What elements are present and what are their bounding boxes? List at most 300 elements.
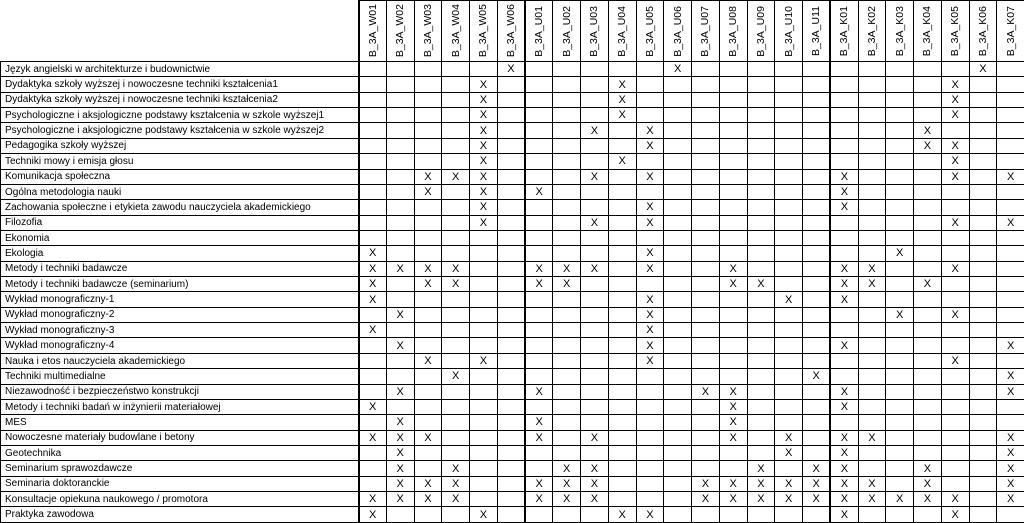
mark-cell (914, 415, 942, 430)
mark-cell: X (941, 492, 969, 507)
column-header (692, 1, 720, 62)
mark-cell (470, 261, 498, 276)
mark-cell: X (470, 215, 498, 230)
mark-cell (414, 92, 442, 107)
mark-cell: X (442, 476, 470, 491)
mark-cell (747, 369, 775, 384)
mark-cell (442, 92, 470, 107)
mark-cell (581, 92, 609, 107)
mark-cell: X (525, 184, 553, 199)
mark-cell (775, 399, 803, 414)
mark-cell: X (719, 430, 747, 445)
mark-cell (525, 123, 553, 138)
mark-cell (359, 169, 387, 184)
subject-name: Nowoczesne materiały budowlane i betony (1, 430, 359, 445)
mark-cell (803, 77, 831, 92)
mark-cell (359, 461, 387, 476)
mark-cell (608, 138, 636, 153)
mark-cell (830, 323, 858, 338)
mark-cell (636, 415, 664, 430)
mark-cell (969, 430, 997, 445)
subject-name: Konsultacje opiekuna naukowego / promotora (1, 492, 359, 507)
mark-cell (775, 169, 803, 184)
mark-cell (969, 246, 997, 261)
mark-cell (886, 369, 914, 384)
mark-cell (969, 77, 997, 92)
subject-name: Ogólna metodologia nauki (1, 184, 359, 199)
mark-cell: X (553, 261, 581, 276)
mark-cell (386, 154, 414, 169)
mark-cell (581, 507, 609, 523)
mark-cell: X (941, 307, 969, 322)
mark-cell (858, 415, 886, 430)
column-header-label: B_3A_K07 (1004, 5, 1017, 57)
mark-cell (581, 445, 609, 460)
mark-cell (830, 369, 858, 384)
mark-cell: X (914, 461, 942, 476)
mark-cell (886, 108, 914, 123)
mark-cell: X (470, 169, 498, 184)
mark-cell (692, 415, 720, 430)
mark-cell (553, 292, 581, 307)
mark-cell (692, 215, 720, 230)
mark-cell: X (830, 384, 858, 399)
mark-cell (969, 461, 997, 476)
subject-name: Pedagogika szkoły wyższej (1, 138, 359, 153)
mark-cell (914, 230, 942, 245)
mark-cell (858, 184, 886, 199)
mark-cell: X (414, 353, 442, 368)
mark-cell (525, 169, 553, 184)
mark-cell (553, 138, 581, 153)
mark-cell (719, 184, 747, 199)
mark-cell: X (414, 184, 442, 199)
mark-cell (747, 323, 775, 338)
subject-name: Dydaktyka szkoły wyższej i nowoczesne techniki kształcenia2 (1, 92, 359, 107)
mark-cell (553, 369, 581, 384)
mark-cell (969, 445, 997, 460)
mark-cell (414, 292, 442, 307)
mark-cell (858, 353, 886, 368)
mark-cell (719, 353, 747, 368)
mark-cell: X (830, 200, 858, 215)
mark-cell: X (719, 261, 747, 276)
mark-cell (719, 369, 747, 384)
mark-cell: X (386, 461, 414, 476)
mark-cell (747, 307, 775, 322)
mark-cell: X (636, 200, 664, 215)
mark-cell: X (830, 445, 858, 460)
mark-cell (525, 399, 553, 414)
mark-cell (830, 62, 858, 77)
mark-cell (775, 200, 803, 215)
column-header-label: B_3A_W04 (449, 4, 462, 58)
mark-cell (997, 507, 1024, 523)
mark-cell (386, 138, 414, 153)
column-header (747, 1, 775, 62)
mark-cell (775, 277, 803, 292)
mark-cell (664, 430, 692, 445)
mark-cell (692, 261, 720, 276)
mark-cell (581, 200, 609, 215)
mark-cell (886, 292, 914, 307)
mark-cell (941, 200, 969, 215)
mark-cell: X (359, 261, 387, 276)
mark-cell: X (803, 461, 831, 476)
mark-cell (775, 369, 803, 384)
mark-cell (941, 476, 969, 491)
mark-cell (969, 492, 997, 507)
mark-cell: X (581, 476, 609, 491)
mark-cell (470, 461, 498, 476)
subject-name: Komunikacja społeczna (1, 169, 359, 184)
mark-cell (719, 123, 747, 138)
mark-cell: X (414, 430, 442, 445)
mark-cell (359, 384, 387, 399)
mark-cell: X (803, 492, 831, 507)
column-header-label: B_3A_U05 (643, 5, 656, 57)
mark-cell (775, 108, 803, 123)
mark-cell (497, 415, 525, 430)
mark-cell (581, 108, 609, 123)
mark-cell: X (997, 215, 1024, 230)
mark-cell (775, 415, 803, 430)
mark-cell (858, 307, 886, 322)
mark-cell (497, 108, 525, 123)
mark-cell (386, 77, 414, 92)
mark-cell: X (386, 445, 414, 460)
mark-cell (719, 507, 747, 523)
mark-cell (386, 507, 414, 523)
mark-cell (914, 184, 942, 199)
mark-cell (664, 246, 692, 261)
mark-cell (553, 307, 581, 322)
mark-cell: X (359, 399, 387, 414)
column-header-label: B_3A_W05 (477, 4, 490, 58)
mark-cell (414, 384, 442, 399)
subject-name: Wykład monograficzny-2 (1, 307, 359, 322)
mark-cell (359, 108, 387, 123)
mark-cell: X (803, 369, 831, 384)
mark-cell (969, 292, 997, 307)
mark-cell (719, 62, 747, 77)
mark-cell: X (830, 169, 858, 184)
mark-cell (359, 62, 387, 77)
mark-cell (414, 200, 442, 215)
mark-cell: X (553, 277, 581, 292)
mark-cell (914, 200, 942, 215)
mark-cell (664, 123, 692, 138)
mark-cell (553, 230, 581, 245)
mark-cell (414, 62, 442, 77)
mark-cell (442, 138, 470, 153)
column-header (969, 1, 997, 62)
mark-cell (775, 215, 803, 230)
column-header (636, 1, 664, 62)
mark-cell (969, 353, 997, 368)
mark-cell (747, 292, 775, 307)
mark-cell (608, 415, 636, 430)
mark-cell (386, 123, 414, 138)
table-row (1, 415, 1024, 430)
mark-cell (858, 108, 886, 123)
mark-cell (636, 92, 664, 107)
mark-cell (442, 246, 470, 261)
mark-cell (997, 108, 1024, 123)
mark-cell (414, 507, 442, 523)
mark-cell (886, 277, 914, 292)
mark-cell: X (636, 307, 664, 322)
mark-cell: X (941, 507, 969, 523)
mark-cell (719, 200, 747, 215)
mark-cell: X (719, 399, 747, 414)
mark-cell (608, 230, 636, 245)
subject-name: MES (1, 415, 359, 430)
mark-cell (664, 338, 692, 353)
mark-cell (692, 445, 720, 460)
mark-cell (747, 123, 775, 138)
mark-cell (442, 399, 470, 414)
mark-cell (470, 230, 498, 245)
mark-cell (914, 338, 942, 353)
column-header-label: B_3A_W06 (504, 4, 517, 58)
column-header (914, 1, 942, 62)
mark-cell (497, 307, 525, 322)
mark-cell (525, 92, 553, 107)
mark-cell (969, 138, 997, 153)
table-row (1, 323, 1024, 338)
mark-cell (553, 399, 581, 414)
table-row (1, 154, 1024, 169)
mark-cell (775, 77, 803, 92)
mark-cell (636, 184, 664, 199)
mark-cell (386, 246, 414, 261)
mark-cell: X (692, 384, 720, 399)
mark-cell (525, 369, 553, 384)
mark-cell: X (692, 476, 720, 491)
mark-cell (664, 415, 692, 430)
mark-cell (414, 230, 442, 245)
mark-cell (747, 215, 775, 230)
mark-cell (692, 507, 720, 523)
mark-cell (830, 77, 858, 92)
column-header-label: B_3A_W01 (366, 4, 379, 58)
mark-cell (858, 461, 886, 476)
mark-cell (386, 230, 414, 245)
table-row (1, 507, 1024, 523)
mark-cell (470, 384, 498, 399)
mark-cell: X (830, 507, 858, 523)
mark-cell (775, 123, 803, 138)
mark-cell (914, 307, 942, 322)
mark-cell (497, 184, 525, 199)
mark-cell: X (886, 307, 914, 322)
mark-cell (470, 399, 498, 414)
mark-cell (886, 123, 914, 138)
mark-cell (470, 307, 498, 322)
mark-cell: X (581, 169, 609, 184)
mark-cell (914, 92, 942, 107)
subject-name: Metody i techniki badawcze (seminarium) (1, 277, 359, 292)
mark-cell: X (858, 492, 886, 507)
mark-cell (692, 307, 720, 322)
mark-cell (414, 399, 442, 414)
mark-cell (719, 230, 747, 245)
mark-cell (997, 154, 1024, 169)
mark-cell: X (386, 307, 414, 322)
mark-cell (636, 230, 664, 245)
mark-cell (803, 230, 831, 245)
mark-cell (664, 492, 692, 507)
mark-cell (386, 184, 414, 199)
mark-cell (803, 215, 831, 230)
mark-cell (664, 384, 692, 399)
mark-cell (747, 138, 775, 153)
mark-cell (719, 92, 747, 107)
mark-cell (914, 323, 942, 338)
mark-cell (359, 123, 387, 138)
table-row (1, 215, 1024, 230)
mark-cell: X (581, 123, 609, 138)
subject-name: Geotechnika (1, 445, 359, 460)
mark-cell (803, 200, 831, 215)
mark-cell (858, 215, 886, 230)
mark-cell (886, 261, 914, 276)
mark-cell (803, 261, 831, 276)
mark-cell (664, 215, 692, 230)
mark-cell (775, 230, 803, 245)
mark-cell: X (830, 261, 858, 276)
mark-cell (747, 384, 775, 399)
mark-cell (858, 230, 886, 245)
mark-cell (914, 507, 942, 523)
mark-cell (470, 492, 498, 507)
mark-cell (941, 230, 969, 245)
mark-cell (359, 230, 387, 245)
mark-cell (497, 492, 525, 507)
mark-cell (608, 445, 636, 460)
mark-cell (719, 108, 747, 123)
mark-cell (414, 77, 442, 92)
subject-name: Techniki mowy i emisja głosu (1, 154, 359, 169)
mark-cell (886, 230, 914, 245)
table-row (1, 399, 1024, 414)
mark-cell (719, 169, 747, 184)
column-header (719, 1, 747, 62)
mark-cell (636, 62, 664, 77)
mark-cell: X (636, 138, 664, 153)
mark-cell (525, 461, 553, 476)
mark-cell (858, 77, 886, 92)
mark-cell (414, 369, 442, 384)
mark-cell: X (747, 476, 775, 491)
table-row (1, 138, 1024, 153)
mark-cell (470, 430, 498, 445)
mark-cell (664, 507, 692, 523)
mark-cell (553, 507, 581, 523)
mark-cell (497, 138, 525, 153)
mark-cell (581, 184, 609, 199)
mark-cell (525, 200, 553, 215)
mark-cell (803, 277, 831, 292)
mark-cell (664, 476, 692, 491)
subject-name: Wykład monograficzny-4 (1, 338, 359, 353)
mark-cell: X (442, 261, 470, 276)
mark-cell (442, 338, 470, 353)
mark-cell (442, 415, 470, 430)
mark-cell (941, 384, 969, 399)
mark-cell (886, 399, 914, 414)
mark-cell (553, 92, 581, 107)
mark-cell (636, 476, 664, 491)
mark-cell (414, 123, 442, 138)
mark-cell (386, 277, 414, 292)
mark-cell (442, 200, 470, 215)
column-header (886, 1, 914, 62)
mark-cell: X (386, 338, 414, 353)
mark-cell: X (386, 261, 414, 276)
mark-cell: X (442, 169, 470, 184)
mark-cell (553, 430, 581, 445)
table-row (1, 445, 1024, 460)
mark-cell (914, 353, 942, 368)
mark-cell (664, 92, 692, 107)
mark-cell: X (470, 184, 498, 199)
column-header (608, 1, 636, 62)
mark-cell (997, 246, 1024, 261)
mark-cell (497, 230, 525, 245)
mark-cell (359, 353, 387, 368)
mark-cell (803, 323, 831, 338)
mark-cell (664, 369, 692, 384)
mark-cell (470, 277, 498, 292)
mark-cell (886, 353, 914, 368)
mark-cell (997, 184, 1024, 199)
column-header-label: B_3A_W03 (421, 4, 434, 58)
mark-cell (359, 415, 387, 430)
mark-cell: X (692, 492, 720, 507)
mark-cell: X (442, 277, 470, 292)
mark-cell (914, 77, 942, 92)
mark-cell: X (414, 169, 442, 184)
mark-cell (969, 307, 997, 322)
mark-cell (914, 292, 942, 307)
mark-cell (636, 399, 664, 414)
mark-cell (692, 230, 720, 245)
table-row (1, 77, 1024, 92)
mark-cell (719, 323, 747, 338)
subject-name: Wykład monograficzny-1 (1, 292, 359, 307)
column-header-label: B_3A_K05 (949, 5, 962, 57)
mark-cell (608, 323, 636, 338)
mark-cell (969, 476, 997, 491)
column-header-label: B_3A_U06 (671, 5, 684, 57)
mark-cell: X (858, 476, 886, 491)
mark-cell (414, 108, 442, 123)
mark-cell (830, 230, 858, 245)
mark-cell: X (941, 261, 969, 276)
mark-cell (664, 108, 692, 123)
mark-cell: X (747, 461, 775, 476)
subject-name: Praktyka zawodowa (1, 507, 359, 523)
table-row (1, 230, 1024, 245)
mark-cell (914, 430, 942, 445)
mark-cell (664, 77, 692, 92)
mark-cell (941, 445, 969, 460)
column-header (803, 1, 831, 62)
mark-cell (858, 62, 886, 77)
mark-cell (692, 77, 720, 92)
